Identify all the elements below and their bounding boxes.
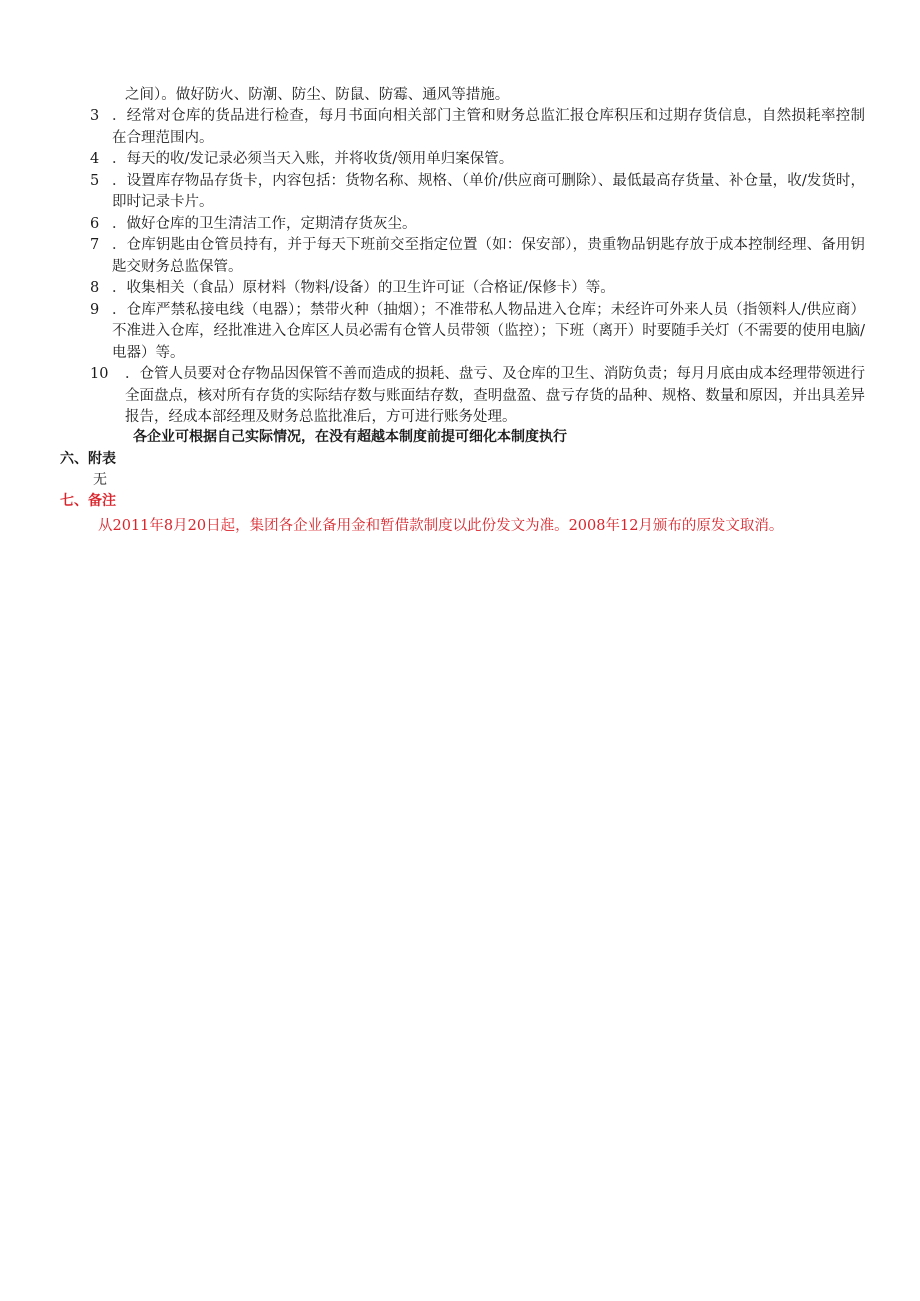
policy-note: 各企业可根据自己实际情况，在没有超越本制度前提可细化本制度执行	[133, 429, 567, 445]
item-number: 10	[90, 366, 109, 382]
list-item	[90, 214, 865, 236]
item-text: ．收集相关（食品）原材料（物料/设备）的卫生许可证（合格证/保修卡）等。	[112, 280, 615, 296]
remark-text: 从2011年8月20日起，集团各企业备用金和暂借款制度以此份发文为准。2008年12月颁布的原发文取消。	[98, 518, 784, 534]
item-text: ．做好仓库的卫生清洁工作，定期清存货灰尘。	[112, 215, 417, 232]
item-number: 9	[90, 301, 100, 318]
continuation-line: 之间）。做好防火、防潮、防尘、防鼠、防霉、通风等措施。	[125, 87, 510, 103]
list-item	[90, 364, 865, 429]
section-heading-remark: 七、备注	[60, 493, 116, 509]
item-text: ．仓库钥匙由仓管员持有，并于每天下班前交至指定位置（如：保安部），贵重物品钥匙存放于成本控制经理、备用钥匙交财务总监保管。	[112, 237, 865, 275]
list-item	[90, 171, 865, 214]
item-number: 8	[90, 280, 100, 296]
item-number: 4	[90, 151, 100, 167]
list-item	[90, 235, 865, 278]
item-text: ．设置库存物品存货卡，内容包括：货物名称、规格、（单价/供应商可删除）、最低最高存货量、补仓量，收/发货时，即时记录卡片。	[112, 172, 865, 210]
item-text: ．仓库严禁私接电线（电器）；禁带火种（抽烟）；不准带私人物品进入仓库；未经许可外来人员（指领料人/供应商）不准进入仓库，经批准进入仓库区人员必需有仓管人员带领（监控）；下班（离开）时要随手关灯（不需要的使用电脑/电器）等。	[112, 301, 865, 361]
list-item	[90, 149, 865, 171]
appendix-value: 无	[93, 472, 107, 488]
item-text: ．每天的收/发记录必须当天入账，并将收货/领用单归案保管。	[112, 151, 514, 167]
rules-list	[90, 106, 865, 429]
item-number: 5	[90, 172, 100, 189]
section-heading-appendix: 六、附表	[60, 451, 116, 467]
item-number: 6	[90, 215, 100, 232]
item-text: ．仓管人员要对仓存物品因保管不善而造成的损耗、盘亏、及仓库的卫生、消防负责；每月月底由成本经理带领进行全面盘点，核对所有存货的实际结存数与账面结存数，查明盘盈、盘亏存货的品种、规格、数量和原因，并出具差异报告，经成本部经理及财务总监批准后，方可进行账务处理。	[125, 366, 865, 425]
item-number: 3	[90, 108, 100, 124]
list-item	[90, 106, 865, 149]
list-item	[90, 300, 865, 365]
item-number: 7	[90, 237, 100, 253]
list-item	[90, 278, 865, 300]
item-text: ．经常对仓库的货品进行检查，每月书面向相关部门主管和财务总监汇报仓库积压和过期存货信息，自然损耗率控制在合理范围内。	[112, 108, 865, 146]
